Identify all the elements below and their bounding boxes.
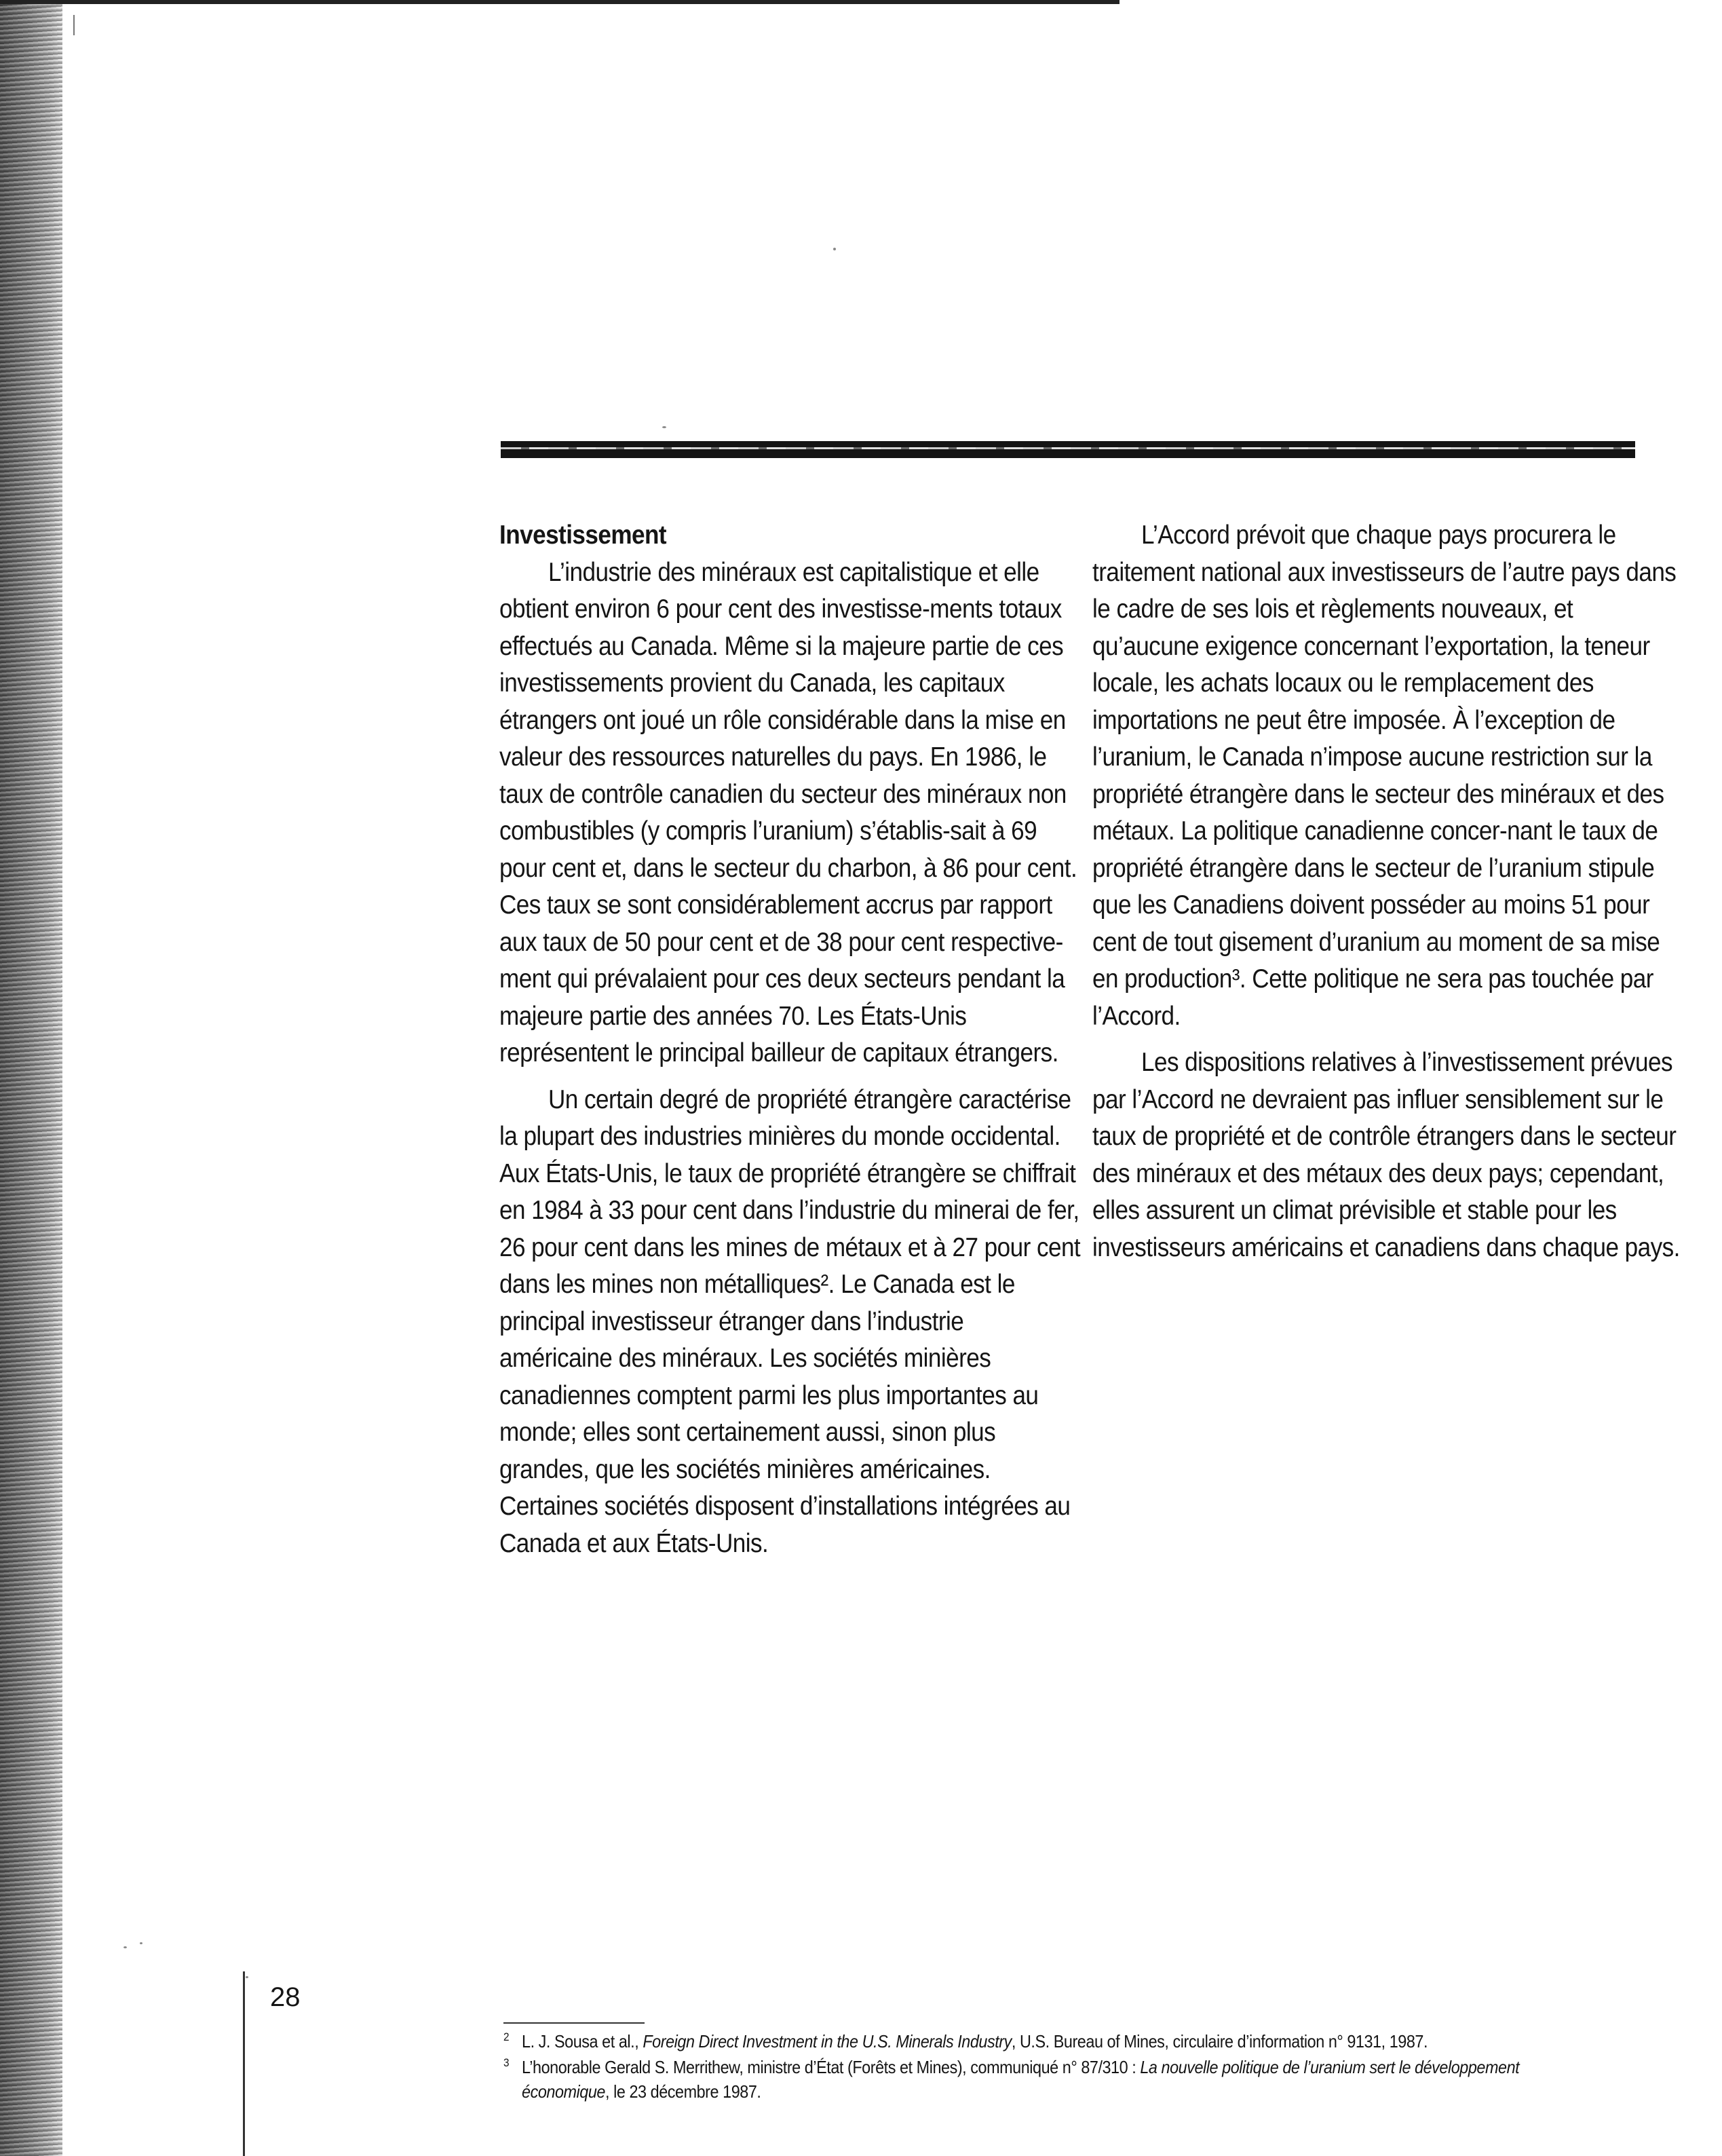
section-heading: Investissement (499, 521, 667, 550)
footnote-text: , U.S. Bureau of Mines, circulaire d’information n° 9131, 1987. (1011, 2031, 1428, 2051)
footnote (503, 2055, 1554, 2104)
paragraph: Un certain degré de propriété étrangère caractérise la plupart des industries minières du monde occidental. Aux États-Unis, le taux de propriété étrangère se chiffrait en 1984 à 33 pour cent dans l’industrie du minerai de fer, 26 pour cent dans les mines de métaux et à 27 pour cent dans les mines non métalliques². Le Canada est le principal investisseur étranger dans l’industrie américaine des minéraux. Les sociétés minières canadiennes comptent parmi les plus importantes au monde; elles sont certainement aussi, sinon plus grandes, que les sociétés minières américaines. Certaines sociétés disposent d’installations intégrées au Canada et aux États-Unis. (499, 1084, 1081, 1558)
footnote (503, 2029, 1554, 2054)
scan-speck (662, 426, 666, 428)
footnote-number: 3 (503, 2056, 510, 2069)
margin-rule (243, 1971, 245, 2156)
scan-speck (123, 1946, 127, 1948)
section-rule (501, 441, 1635, 458)
left-column (499, 517, 1083, 1572)
scan-speck (833, 248, 836, 250)
footnotes (503, 2029, 1554, 2105)
footnote-text: L. J. Sousa et al., (522, 2031, 643, 2051)
scan-edge-shadow (0, 0, 62, 2156)
paragraph: L’industrie des minéraux est capitalistique et elle obtient environ 6 pour cent des investisse-ments totaux effectués au Canada. Même si la majeure partie de ces investissements provient du Canada, les capitaux étrangers ont joué un rôle considérable dans la mise en valeur des ressources naturelles du pays. En 1986, le taux de contrôle canadien du secteur des minéraux non combustibles (y compris l’uranium) s’établis-sait à 69 pour cent et, dans le secteur du charbon, à 86 pour cent. Ces taux se sont considérablement accrus par rapport aux taux de 50 pour cent et de 38 pour cent respective-ment qui prévalaient pour ces deux secteurs pendant la majeure partie des années 70. Les États-Unis représentent le principal bailleur de capitaux étrangers. (499, 557, 1077, 1067)
footnote-title: Foreign Direct Investment in the U.S. Minerals Industry (643, 2031, 1012, 2051)
footnote-rule (503, 2022, 645, 2024)
scan-top-edge (0, 0, 1120, 4)
page-number: 28 (270, 1982, 301, 2012)
footnote-number: 2 (503, 2030, 510, 2043)
scan-mark (73, 15, 75, 35)
paragraph: Les dispositions relatives à l’investissement prévues par l’Accord ne devraient pas influer sensiblement sur le taux de propriété et de contrôle étrangers dans le secteur des minéraux et des métaux des deux pays; cependant, elles assurent un climat prévisible et stable pour les investisseurs américains et canadiens dans chaque pays. (1092, 1048, 1680, 1262)
scan-speck (246, 1976, 248, 1978)
footnote-text: L’honorable Gerald S. Merrithew, ministre d’État (Forêts et Mines), communiqué n° 87/310 : (522, 2057, 1141, 2077)
footnote-text: , le 23 décembre 1987. (605, 2081, 761, 2102)
paragraph: L’Accord prévoit que chaque pays procurera le traitement national aux investisseurs de l’autre pays dans le cadre de ses lois et règlements nouveaux, et qu’aucune exigence concernant l’exportation, la teneur locale, les achats locaux ou le remplacement des importations ne peut être imposée. À l’exception de l’uranium, le Canada n’impose aucune restriction sur la propriété étrangère dans le secteur des minéraux et des métaux. La politique canadienne concer-nant le taux de propriété étrangère dans le secteur de l’uranium stipule que les Canadiens doivent posséder au moins 51 pour cent de tout gisement d’uranium au moment de sa mise en production³. Cette politique ne sera pas touchée par l’Accord. (1092, 521, 1677, 1031)
right-column (1092, 517, 1685, 1276)
footnote-title: La nouvelle politique de l’uranium sert le développement économique (522, 2057, 1520, 2102)
scan-speck (140, 1942, 142, 1944)
